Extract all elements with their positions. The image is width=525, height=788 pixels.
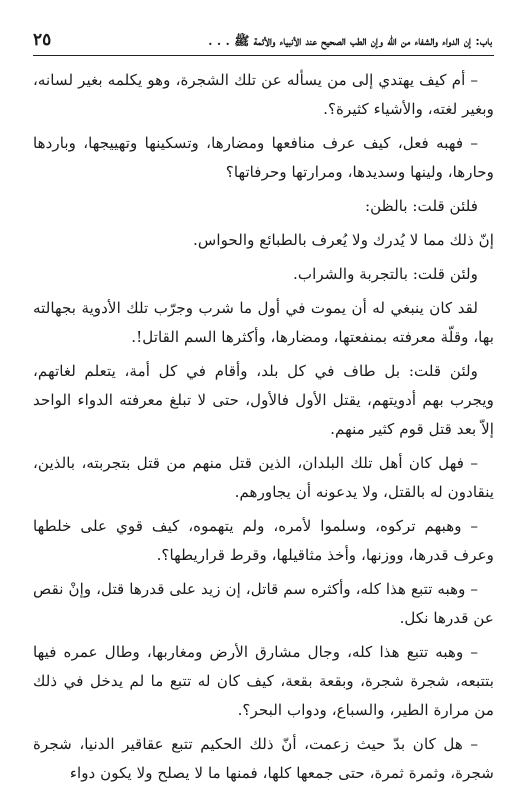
paragraph: – وهبهم تركوه، وسلموا لأمره، ولم يتهموه، كيف قوي على خلطها وعرف قدرها، ووزنها، وأخذ مثاقيلها، وقرط قراريطها؟. <box>33 517 494 564</box>
paragraph: ولئن قلت: بالتجربة والشراب. <box>293 265 478 283</box>
paragraph: – فهبه فعل، كيف عرف منافعها ومضارها، وتسكينها وتهييجها، وباردها وحارها، ولينها وسديدها، ومرارتها وحرفاتها؟ <box>33 134 494 181</box>
paragraph: فلئن قلت: بالظن: <box>364 197 478 215</box>
paragraph: إنّ ذلك مما لا يُدرك ولا يُعرف بالطبائع والحواس. <box>193 231 494 249</box>
running-header <box>33 30 494 56</box>
page-number: ٢٥ <box>33 30 52 50</box>
paragraph: – هل كان بدّ حيث زعمت، أنّ ذلك الحكيم تتبع عقاقير الدنيا، شجرة شجرة، وثمرة ثمرة، حتى جمعها كلها، فمنها ما لا يصلح ولا يكون دواء <box>33 735 494 782</box>
paragraph: – فهل كان أهل تلك البلدان، الذين قتل منهم من قتل بتجربته، بالذين، ينقادون له بالقتل، ولا يدعونه أن يجاورهم. <box>33 454 494 501</box>
paragraph: ولئن قلت: بل طاف في كل بلد، وأقام في كل أمة، يتعلم لغاتهم، ويجرب بهم أدويتهم، يقتل الأول فالأول، حتى لا تبلغ معرفته الدواء الواحد إلاّ بعد قتل قوم كثير منهم. <box>33 362 494 438</box>
book-page <box>33 30 494 782</box>
chapter-title: باب: إن الدواء والشفاء من الله وإن الطب الصحيح عند الأنبياء والأئمة ﷺ . . . <box>208 33 492 48</box>
paragraph: – وهبه تتبع هذا كله، وأكثره سم قاتل، إن زيد على قدرها قتل، وإنْ نقص عن قدرها نكل. <box>33 580 494 627</box>
page-body <box>33 66 494 788</box>
paragraph: – وهبه تتبع هذا كله، وجال مشارق الأرض ومغاربها، وطال عمره فيها بتتبعه، شجرة شجرة، وبقعة بقعة، كيف كان له تتبع ما لم يدخل في ذلك من مرارة الطير، والسباع، ودواب البحر؟. <box>33 643 494 719</box>
paragraph: – أم كيف يهتدي إلى من يسأله عن تلك الشجرة، وهو يكلمه بغير لسانه، وبغير لغته، والأشياء كثيرة؟. <box>33 71 494 118</box>
paragraph: لقد كان ينبغي له أن يموت في أول ما شرب وجرّب تلك الأدوية بجهالته بها، وقلّة معرفته بمنفعتها، ومضارها، وأكثرها السم القاتل!. <box>33 299 494 346</box>
